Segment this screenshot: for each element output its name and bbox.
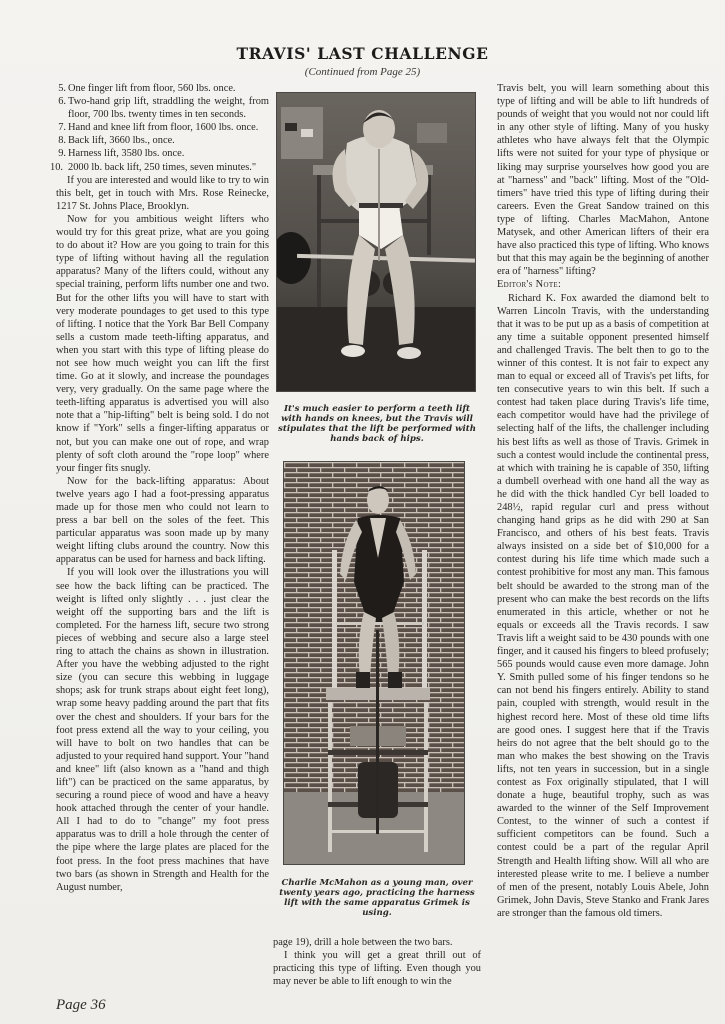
lift-text: Hand and knee lift from floor, 1600 lbs. once. <box>68 122 259 134</box>
lift-item <box>50 161 269 174</box>
lift-number: 5. <box>58 83 66 94</box>
editors-note-paragraph: Richard K. Fox awarded the diamond belt to Warren Lincoln Travis, with the understanding that it was to be put up as a basis of competition at any time a suitable opponent presented himself and challenged Travis. The belt then to go to the winner of this contest. It is not fair to expect any man to equal or exceed all of Travis's pet lifts, for ten consecutive years to win this belt. If such a contest had taken place during Travis's life time, each competitor would have had the privilege of selecting half of the lifts, the challenger including his best lifts as well as those of Travis. Grimek in such a contest would include the continental press, at which with training he is capable of 350, lifting a dumbell overhead with one hand all the way as he did with the thick handled Cyr bell loaded to 248½, rapid regular curl and press without changing hand grips as he did with 290 at San Francisco, and others of his best feats. Travis always insisted on a side bet of $10,000 for a contest during his life time which made such a contest prohibitive for most any man. This famous belt should be awarded to the strong man of the present who can make the best records on the lifts enumerated in this article, whether or not he equals or exceeds all the Travis records. I saw Travis lift a weight said to be 430 pounds with one finger, and it caused his fingers to bleed profusely; 565 pounds would cause even more damage. John Y. Smith pulled some of his finger tendons so he can not bend his fingers entirely. Ability to stand pain, coupled with strength, would result in the highest record here. Most of these old time lifts are good ones. I suggest here that if the Travis heirs do not agree that the belt should go to the man who makes the best showing on the Travis lifts, not ten years in succession, but in a single contest as Fox originally stipulated, that I will donate a huge, beautiful trophy, such as was awarded to the winner of the Self Improvement Contest, to the winner of such a contest if sufficient competitors can be found. Such a contest could be a part of the regular April Strength and Health lifting show. Will all who are interested please write to me. I believe a number of men of the present, notably Louis Abele, John Grimek, John Davis, Steve Stanko and Frank Jares are stronger than the famous old timers. <box>497 292 709 919</box>
middle-column-text <box>273 936 481 988</box>
body-paragraph: Now for you ambitious weight lifters who would try for this great prize, what are you going to do about it? How are you going to train for this type of lifting without having all the regulation apparatus? Many of the lifters could, without any special training, perform lifts number one and two. But for the other lifts you will have to start with very moderate poundages to get used to this type of lifting. I notice that the York Bar Bell Company sells a custom made teeth-lifting apparatus, and when you start with this type of lifting please do not see how much weight you can lift the first time. Go at it slowly, and increase the poundages very, very gradually. On the same page where the teeth-lifting apparatus is advertised you will also note that a "hip-lifting" belt is being sold. I do not know if "York" sells a finger-lifting apparatus or not, but you can make one out of rope, and wrap plenty of soft cloth around the "rope loop" where your finger fits snugly. <box>56 213 269 474</box>
continued-note: (Continued from Page 25) <box>304 66 421 78</box>
body-paragraph: page 19), drill a hole between the two bars. <box>273 937 453 948</box>
lift-number: 10. <box>50 161 63 173</box>
teeth-lift-illustration <box>277 93 475 391</box>
photo-caption-bottom: Charlie McMahon as a young man, over twenty years ago, practicing the harness lift with the same apparatus Grimek is using. <box>279 878 475 918</box>
right-column <box>497 82 709 920</box>
photo-caption-top: It's much easier to perform a teeth lift with hands on knees, but the Travis will stipulates that the lift be performed with hands back of hips. <box>278 404 476 444</box>
lift-text: Harness lift, 3580 lbs. once. <box>68 148 185 160</box>
body-paragraph: I think you will get a great thrill out of practicing this type of lifting. Even though you may never be able to lift enough to win the <box>273 950 481 988</box>
editors-note-heading: Editor's Note: <box>497 279 562 291</box>
body-paragraph: Now for the back-lifting apparatus: About twelve years ago I had a foot-pressing apparatus made up for those men who could not learn to press a bar bell on the soles of the feet. This particular apparatus was soon made up by many weight lifting clubs around the country. Now this apparatus can be used for harness and back lifting. <box>56 475 269 566</box>
lift-number: 9. <box>58 148 66 160</box>
left-column <box>50 82 269 894</box>
lift-item <box>56 147 269 160</box>
lift-item <box>56 134 269 147</box>
body-paragraph: If you will look over the illustrations you will see how the back lifting can be practiced. The weight is lifted only slightly . . . just clear the weight off the supporting bars and the lift is completed. For the harness lift, secure two strong pieces of webbing and secure also a large steel ring to attach the chains as shown in illustration. After you have the webbing adjusted to the right size (you can secure this webbing in luggage shops; ask for trunk straps about eight feet long), wrap some heavy padding around the part that fits over the chest and shoulders. If your bars for the foot press extend all the way to your ceiling, you will have to bolt on two handles that can be adjusted to your required hand support. Your "hand and knee" lift (also known as a "hand and thigh lift") can be practiced on the same apparatus, by securing a round piece of wood and have a heavy hook attached through the center of your handle. All I had to do to "change" my foot press apparatus was to drill a hole through the center of the pipe where the large plates are placed for the foot press. In the foot press machines that have two bars (as shown in Strength and Health for the August number, <box>56 567 269 893</box>
teeth-lift-photo <box>276 92 476 392</box>
page-number: Page 36 <box>56 997 106 1013</box>
lift-item <box>56 82 269 95</box>
lift-number: 8. <box>58 135 66 147</box>
body-paragraph: If you are interested and would like to try to win this belt, get in touch with Mrs. Rose Reinecke, 1217 St. Johns Place, Brooklyn. <box>56 174 269 212</box>
lift-item <box>56 95 269 121</box>
lift-text: 2000 lb. back lift, 250 times, seven minutes." <box>68 161 257 173</box>
lift-list <box>50 82 269 174</box>
lift-item <box>56 121 269 134</box>
lift-text: Back lift, 3660 lbs., once. <box>68 135 175 147</box>
harness-lift-photo <box>283 461 465 865</box>
lift-text: Two-hand grip lift, straddling the weight, from floor, 700 lbs. twenty times in ten seconds. <box>68 96 269 121</box>
article-title: TRAVIS' LAST CHALLENGE <box>236 44 489 63</box>
harness-lift-illustration <box>284 462 464 864</box>
lift-number: 7. <box>58 122 66 134</box>
body-paragraph: Travis belt, you will learn something about this type of lifting and will be able to lift hundreds of pounds of weight that you would not nor could lift in any other style of lifting. Many of you husky athletes who have always felt that the Olympic lifts were not suited for your type of physique or liking may surprise yourselves how good you are at "harness" and "back" lifting. Most of the "Old-timers" have tried this type of lifting during their careers. Even the Great Sandow trained on this type of lifting. Charles MacMahon, Antone Matysek, and other American lifters of their era have also practiced this type of lifting. Who knows but that this may again be the beginning of another era of "harness" lifting? <box>497 83 709 278</box>
lift-text: One finger lift from floor, 560 lbs. once. <box>68 83 236 94</box>
lift-number: 6. <box>58 96 66 108</box>
